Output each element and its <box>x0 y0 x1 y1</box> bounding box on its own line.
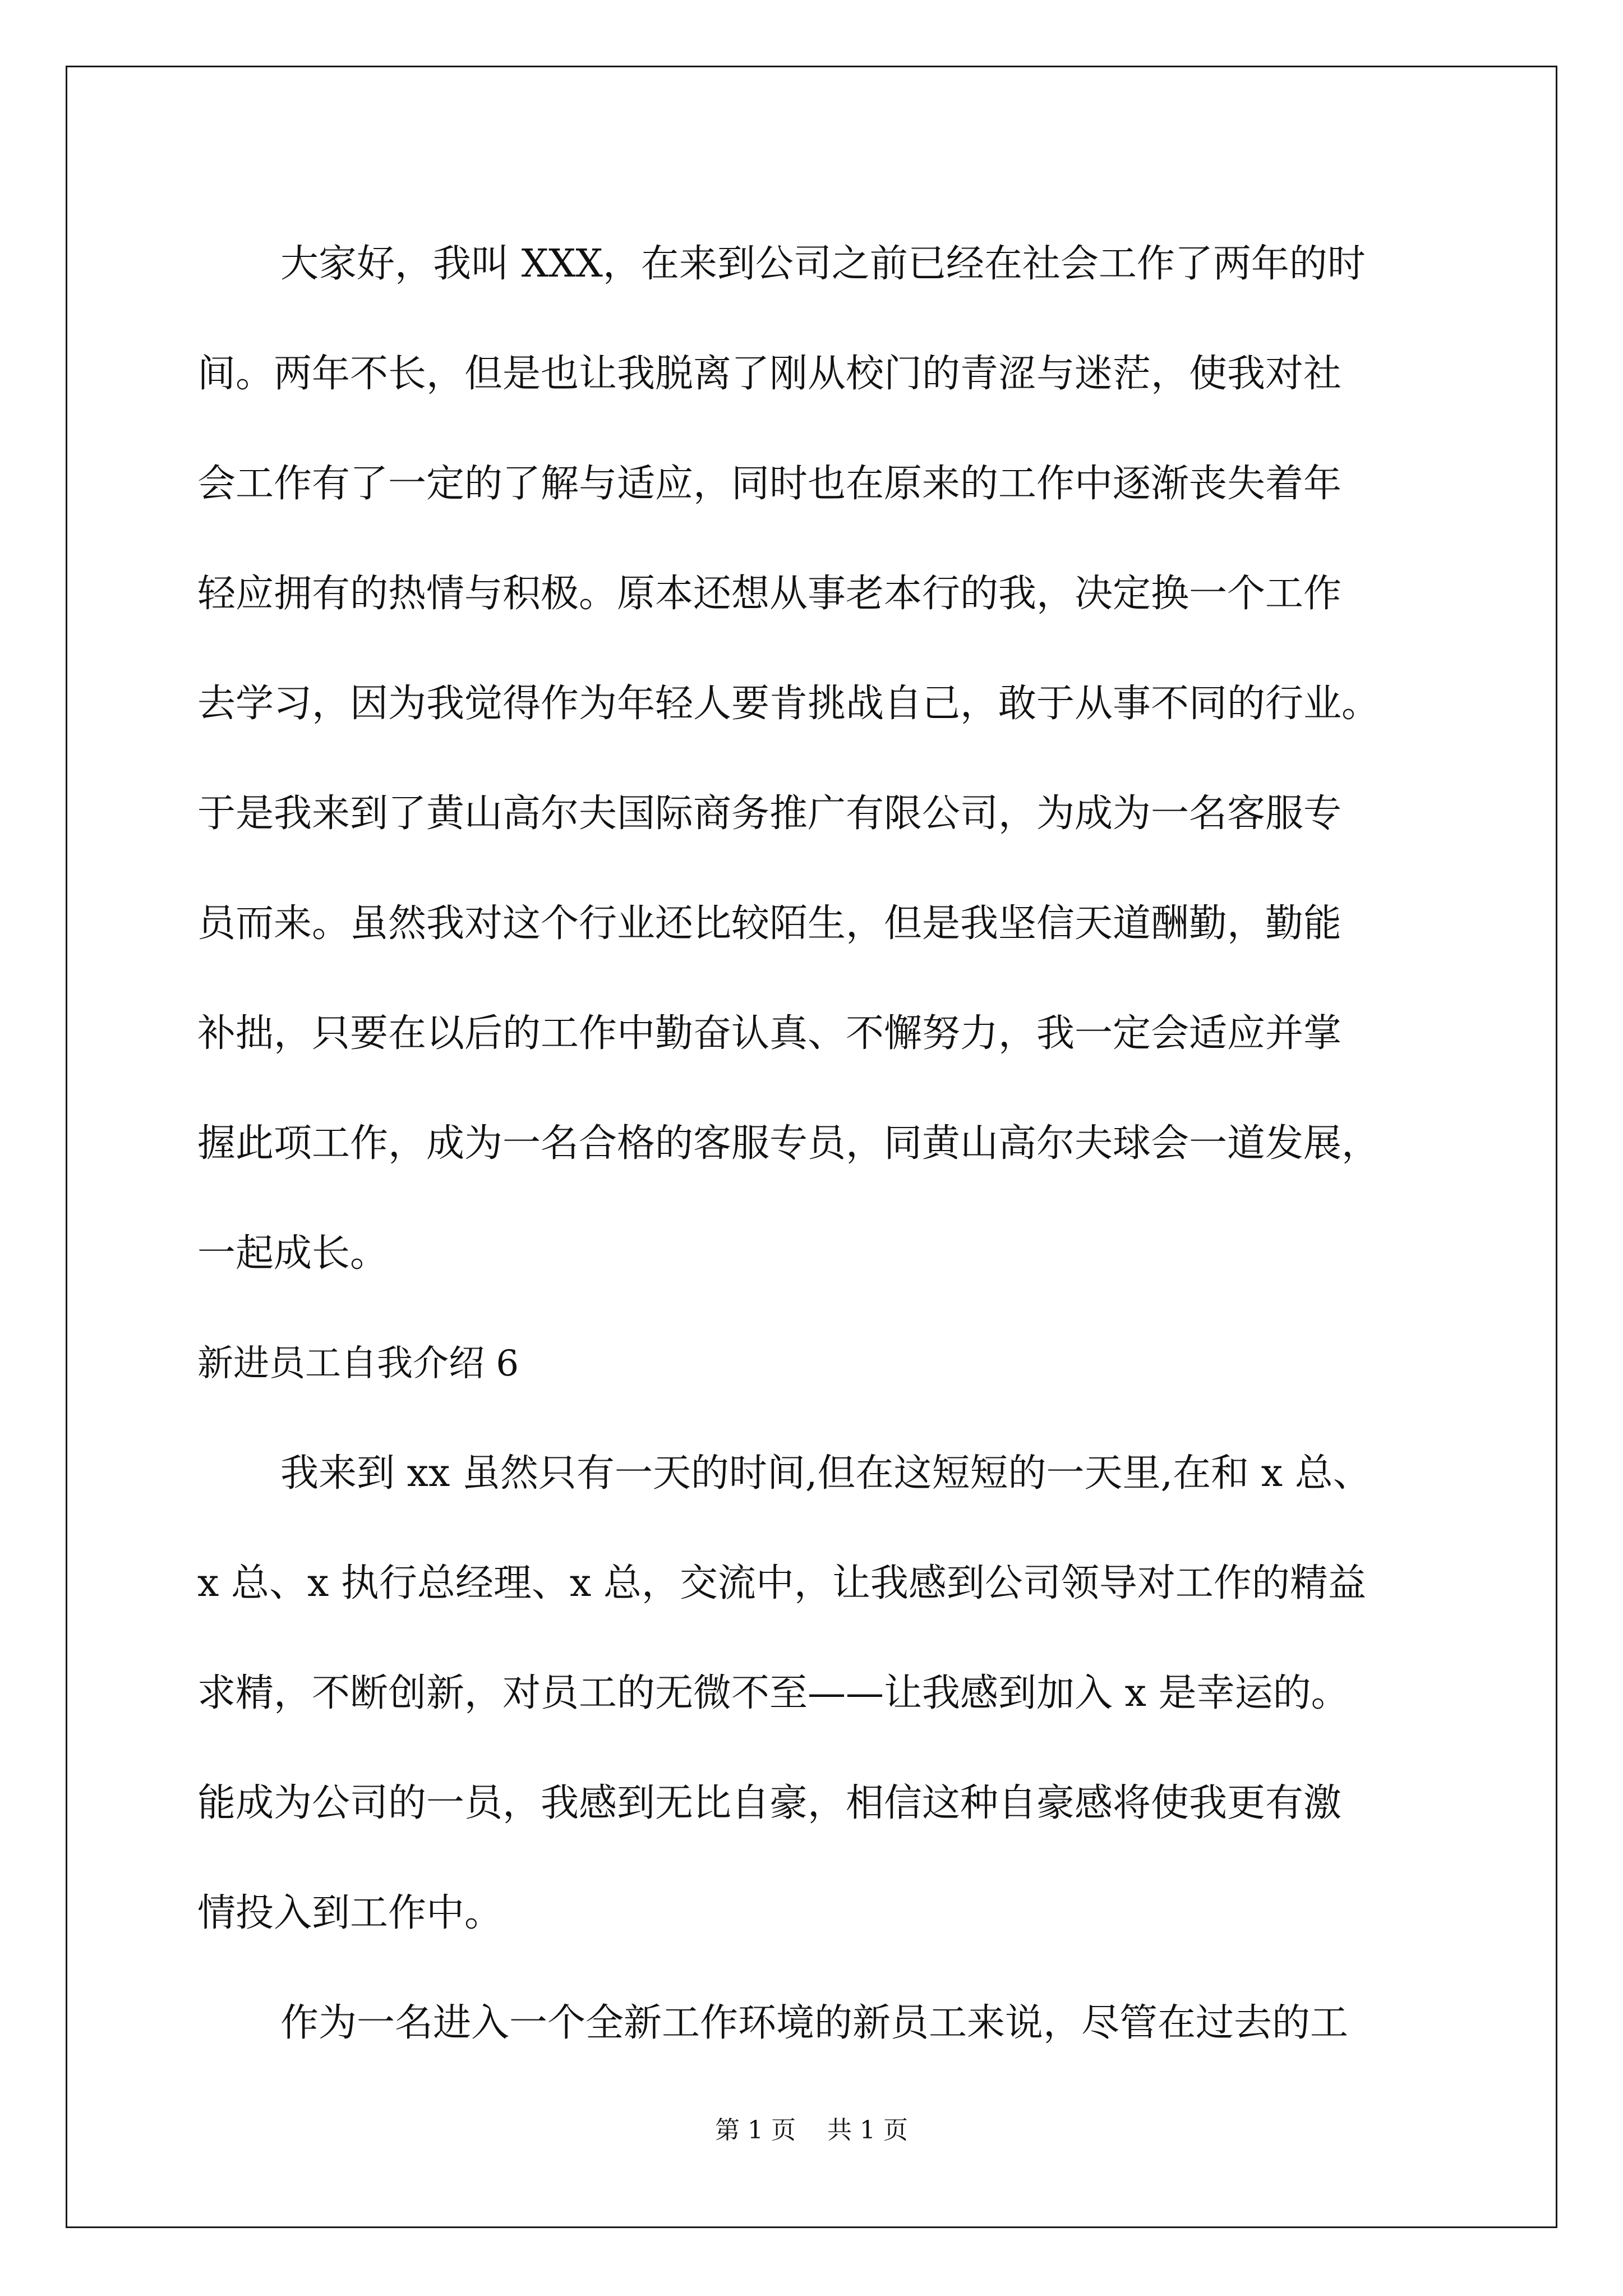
paragraph-line: 握此项工作，成为一名合格的客服专员，同黄山高尔夫球会一道发展， <box>197 1121 1380 1166</box>
total-pages: 共 1 页 <box>827 2116 908 2145</box>
paragraph-line: 补拙，只要在以后的工作中勤奋认真、不懈努力，我一定会适应并掌 <box>197 1011 1342 1056</box>
document-body <box>197 209 1426 2078</box>
paragraph-line: 会工作有了一定的了解与适应，同时也在原来的工作中逐渐丧失着年 <box>197 462 1342 506</box>
paragraph-line: 情投入到工作中。 <box>197 1891 503 1935</box>
section-heading: 新进员工自我介绍 6 <box>197 1343 519 1384</box>
page-footer <box>0 2114 1623 2147</box>
paragraph-line: 去学习，因为我觉得作为年轻人要肯挑战自己，敢于从事不同的行业。 <box>197 682 1380 726</box>
paragraph-line: 轻应拥有的热情与积极。原本还想从事老本行的我，决定换一个工作 <box>197 572 1342 616</box>
paragraph-line: 我来到 xx 虽然只有一天的时间,但在这短短的一天里,在和 x 总、 <box>280 1451 1371 1496</box>
paragraph-line: x 总、x 执行总经理、x 总，交流中，让我感到公司领导对工作的精益 <box>197 1561 1366 1605</box>
paragraph-line: 作为一名进入一个全新工作环境的新员工来说，尽管在过去的工 <box>280 2001 1349 2045</box>
paragraph-line: 大家好，我叫 XXX，在来到公司之前已经在社会工作了两年的时 <box>280 242 1366 286</box>
paragraph-line: 于是我来到了黄山高尔夫国际商务推广有限公司，为成为一名客服专 <box>197 792 1342 836</box>
paragraph-line: 求精，不断创新，对员工的无微不至——让我感到加入 x 是幸运的。 <box>197 1671 1349 1715</box>
page-number: 第 1 页 <box>715 2116 796 2145</box>
paragraph-line: 能成为公司的一员，我感到无比自豪，相信这种自豪感将使我更有激 <box>197 1781 1342 1825</box>
paragraph-line: 员而来。虽然我对这个行业还比较陌生，但是我坚信天道酬勤，勤能 <box>197 901 1342 946</box>
paragraph-line: 间。两年不长，但是也让我脱离了刚从校门的青涩与迷茫，使我对社 <box>197 352 1342 396</box>
paragraph-line: 一起成长。 <box>197 1231 389 1276</box>
